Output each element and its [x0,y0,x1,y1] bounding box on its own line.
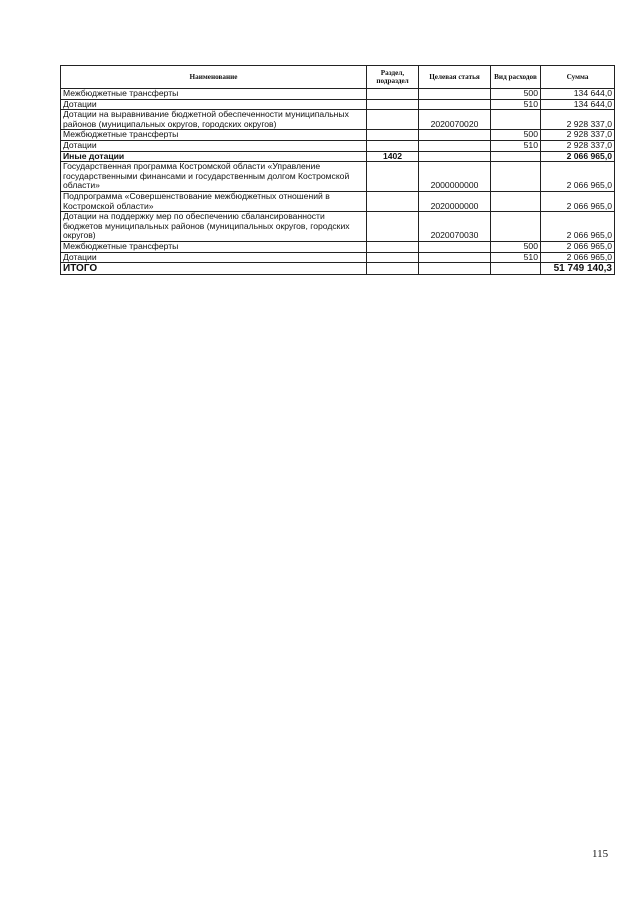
cell-sum: 2 066 965,0 [541,252,615,263]
cell-expense [491,110,541,130]
cell-name: Межбюджетные трансферты [61,241,367,252]
cell-expense [491,212,541,242]
cell-section [367,89,419,100]
cell-expense [491,191,541,211]
cell-expense [491,162,541,192]
cell-target [419,130,491,141]
cell-section [367,191,419,211]
header-sum: Сумма [541,66,615,89]
table-row [61,252,615,263]
table-row [61,241,615,252]
cell-target: 2000000000 [419,162,491,192]
cell-target [419,241,491,252]
budget-table [60,65,615,275]
table-row [61,263,615,275]
cell-section [367,130,419,141]
cell-target [419,151,491,162]
header-section: Раздел, подраздел [367,66,419,89]
cell-target [419,252,491,263]
cell-name: Дотации [61,99,367,110]
header-expense: Вид расходов [491,66,541,89]
table-row [61,130,615,141]
cell-section [367,162,419,192]
cell-target: 2020070030 [419,212,491,242]
table-row [61,140,615,151]
cell-name: Иные дотации [61,151,367,162]
cell-expense: 500 [491,130,541,141]
cell-sum: 51 749 140,3 [541,263,615,275]
table-header-row [61,66,615,89]
table-row [61,99,615,110]
cell-name: Дотации [61,252,367,263]
cell-section [367,252,419,263]
cell-expense: 500 [491,89,541,100]
cell-sum: 2 066 965,0 [541,191,615,211]
table-row [61,151,615,162]
table-row [61,191,615,211]
cell-target [419,99,491,110]
cell-target: 2020070020 [419,110,491,130]
cell-name: Подпрограмма «Совершенствование межбюджетных отношений в Костромской области» [61,191,367,211]
header-target: Целевая статья [419,66,491,89]
cell-section [367,241,419,252]
cell-sum: 2 066 965,0 [541,151,615,162]
cell-name: Государственная программа Костромской области «Управление государственными финансами и государственным долгом Костромской области» [61,162,367,192]
cell-target [419,140,491,151]
cell-sum: 2 928 337,0 [541,130,615,141]
cell-sum: 2 066 965,0 [541,241,615,252]
cell-expense [491,151,541,162]
cell-sum: 134 644,0 [541,99,615,110]
cell-name: Дотации [61,140,367,151]
cell-target: 2020000000 [419,191,491,211]
cell-name: Межбюджетные трансферты [61,89,367,100]
cell-section [367,212,419,242]
table-row [61,212,615,242]
cell-section: 1402 [367,151,419,162]
table-row [61,89,615,100]
cell-expense: 510 [491,140,541,151]
cell-sum: 2 928 337,0 [541,140,615,151]
cell-name: Межбюджетные трансферты [61,130,367,141]
cell-section [367,263,419,275]
header-name: Наименование [61,66,367,89]
cell-sum: 2 066 965,0 [541,162,615,192]
cell-section [367,99,419,110]
cell-expense: 510 [491,252,541,263]
table-row [61,110,615,130]
page-number: 115 [592,848,609,860]
cell-name: ИТОГО [61,263,367,275]
cell-section [367,140,419,151]
cell-target [419,89,491,100]
cell-expense: 500 [491,241,541,252]
cell-target [419,263,491,275]
cell-expense [491,263,541,275]
cell-name: Дотации на поддержку мер по обеспечению сбалансированности бюджетов муниципальных районов (муниципальных округов, городских округов) [61,212,367,242]
cell-sum: 134 644,0 [541,89,615,100]
cell-section [367,110,419,130]
cell-name: Дотации на выравнивание бюджетной обеспеченности муниципальных районов (муниципальных округов, городских округов) [61,110,367,130]
cell-sum: 2 928 337,0 [541,110,615,130]
cell-sum: 2 066 965,0 [541,212,615,242]
table-row [61,162,615,192]
cell-expense: 510 [491,99,541,110]
